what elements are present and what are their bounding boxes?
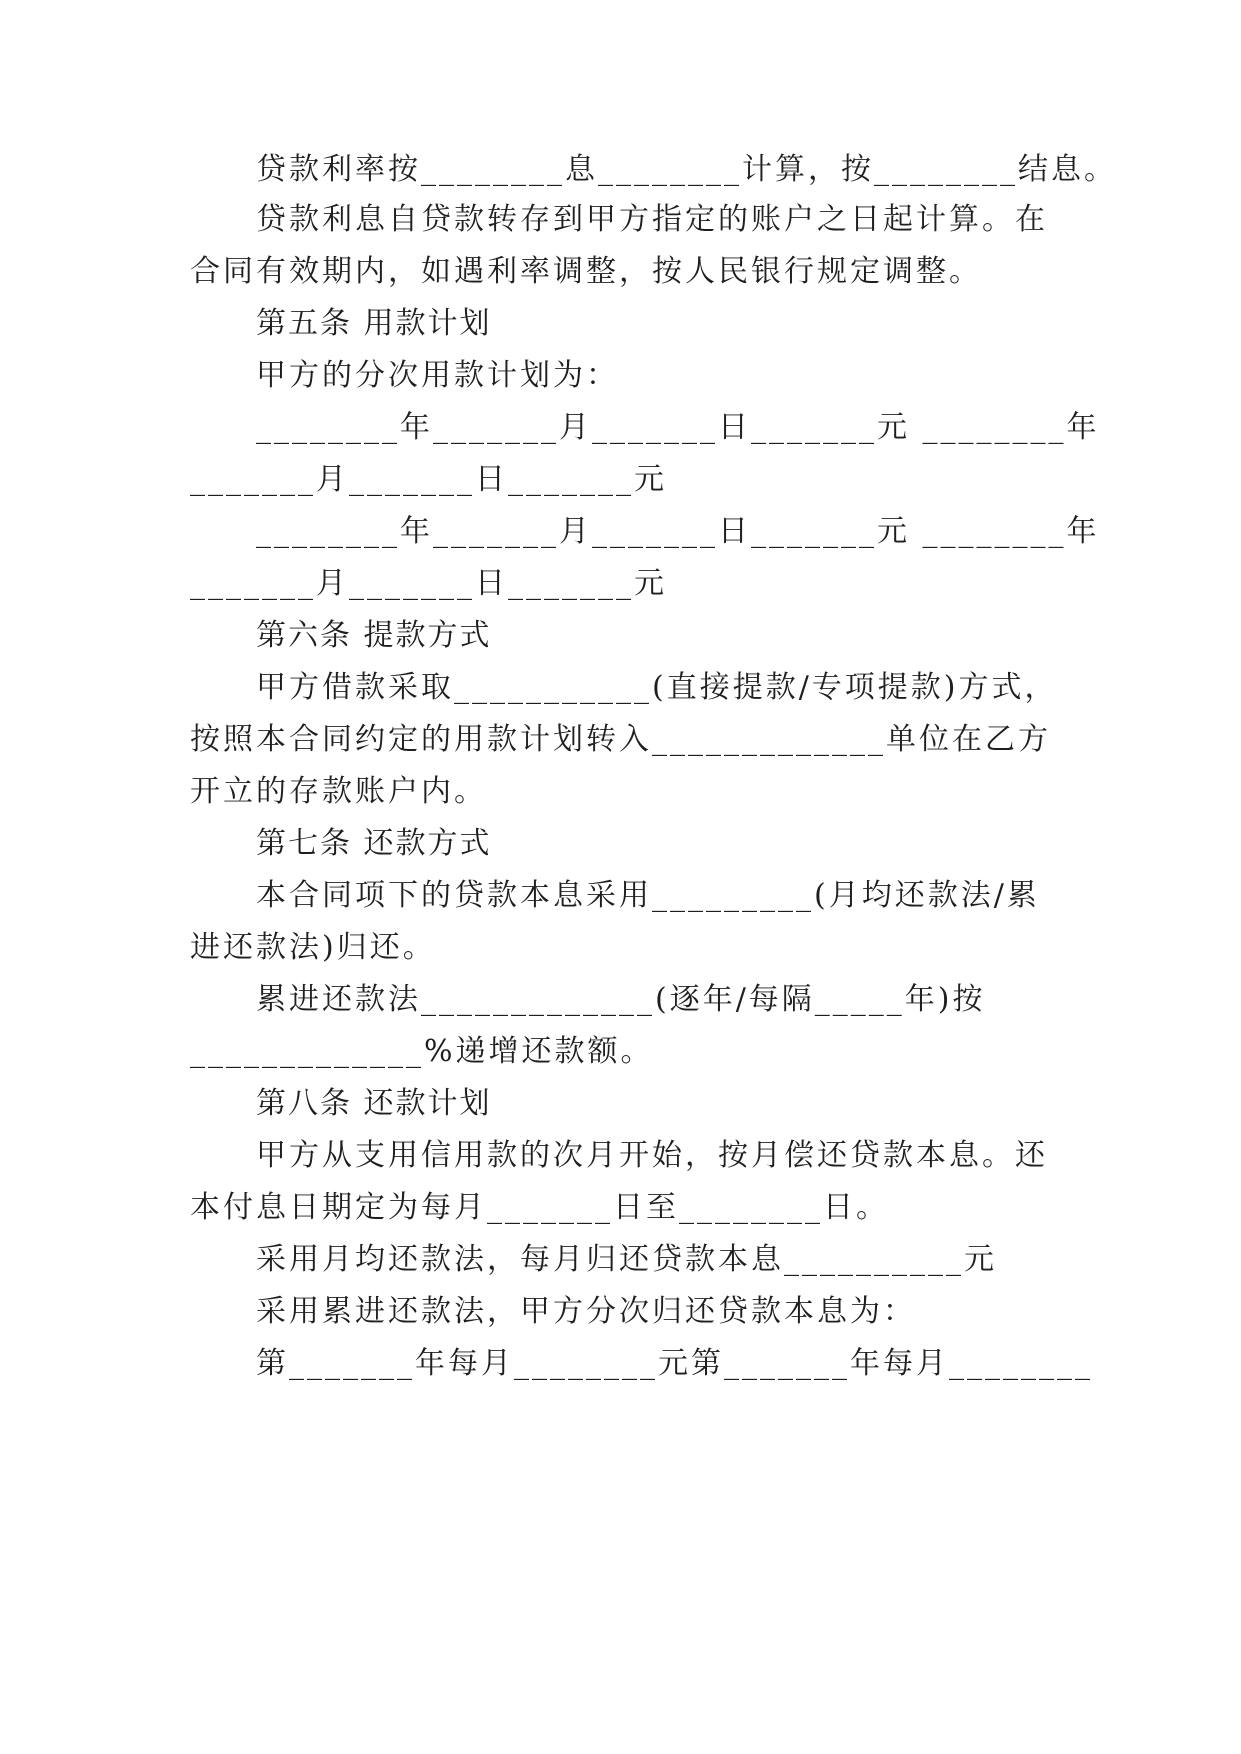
progressive-plan-row: 第_______年每月________元第_______年每月________ [256, 1346, 1093, 1381]
usage-plan-row-1b: _______月_______日_______元 [190, 462, 667, 497]
usage-plan-row-2a: ________年_______月_______日_______元 ________年 [256, 514, 1100, 549]
usage-plan-row-1a: ________年_______月_______日_______元 ________年 [256, 410, 1100, 445]
interest-start-line: 贷款利息自贷款转存到甲方指定的账户之日起计算。在 [256, 202, 1048, 237]
usage-plan-intro: 甲方的分次用款计划为： [256, 358, 619, 393]
repayment-plan-line-2: 本付息日期定为每月_______日至________日。 [190, 1190, 889, 1225]
article-5-heading: 第五条 用款计划 [256, 306, 492, 341]
repayment-plan-line-1: 甲方从支用信用款的次月开始，按月偿还贷款本息。还 [256, 1138, 1048, 1173]
progressive-plan-intro: 采用累进还款法，甲方分次归还贷款本息为： [256, 1294, 916, 1329]
usage-plan-row-2b: _______月_______日_______元 [190, 566, 667, 601]
article-7-heading: 第七条 还款方式 [256, 826, 492, 861]
article-6-heading: 第六条 提款方式 [256, 618, 492, 653]
withdrawal-method-line-2: 按照本合同约定的用款计划转入_____________单位在乙方 [190, 722, 1051, 757]
progressive-method-line-2: _____________%递增还款额。 [190, 1034, 654, 1069]
repayment-method-line-2: 进还款法)归还。 [190, 930, 436, 965]
interest-rate-line: 贷款利率按________息________计算，按________结息。 [256, 152, 1117, 187]
progressive-method-line-1: 累进还款法_____________(逐年/每隔_____年)按 [256, 982, 986, 1017]
interest-adjust-line: 合同有效期内，如遇利率调整，按人民银行规定调整。 [190, 254, 982, 289]
withdrawal-method-line-3: 开立的存款账户内。 [190, 774, 487, 809]
withdrawal-method-line-1: 甲方借款采取___________(直接提款/专项提款)方式， [256, 670, 1058, 705]
repayment-method-line-1: 本合同项下的贷款本息采用_________(月均还款法/累 [256, 878, 1040, 913]
monthly-equal-line: 采用月均还款法，每月归还贷款本息__________元 [256, 1242, 997, 1277]
article-8-heading: 第八条 还款计划 [256, 1086, 492, 1121]
